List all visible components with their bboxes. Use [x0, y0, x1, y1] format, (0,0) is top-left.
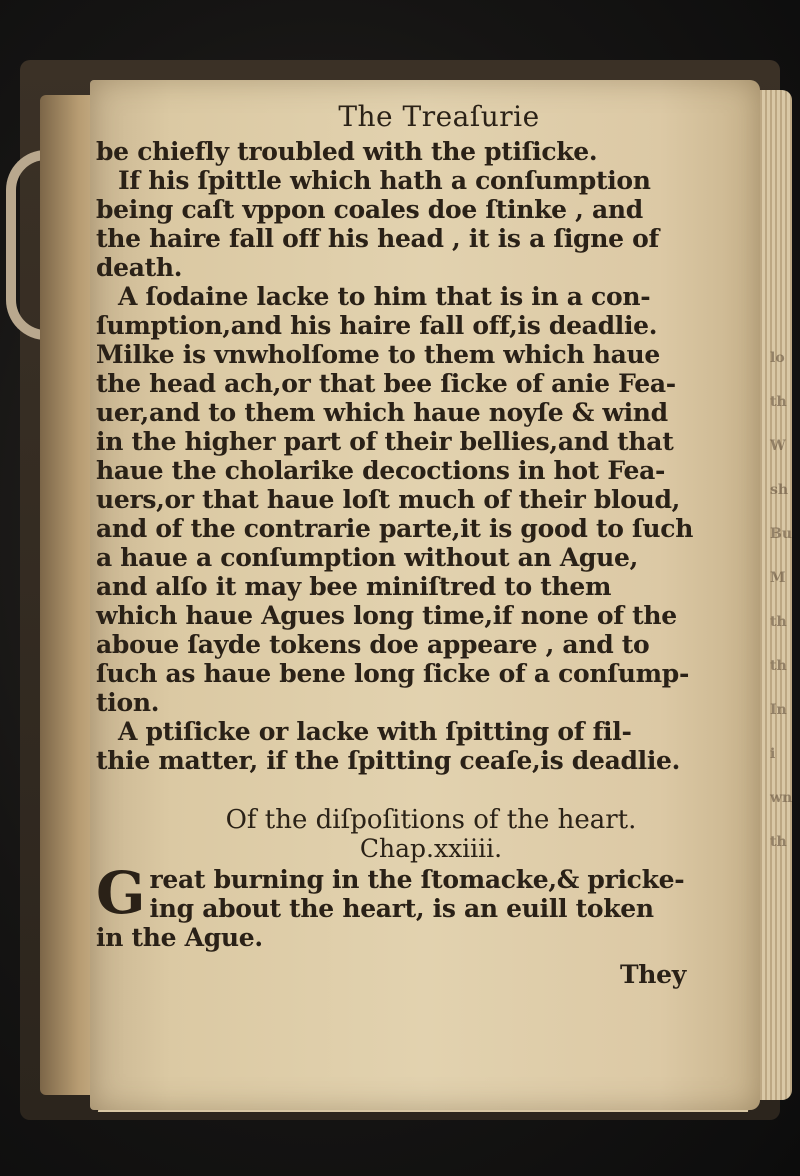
text-line: and of the contrarie parte,it is good to ſuch [96, 514, 694, 543]
text-line: If his ſpittle which hath a conſumption [118, 166, 651, 195]
adjacent-page-fragment: W [770, 438, 786, 454]
text-line: A ſodaine lacke to him that is in a con- [118, 282, 651, 311]
text-line: the haire fall off his head , it is a ſigne of [96, 224, 659, 253]
adjacent-page-fragment: lo [770, 350, 785, 366]
chapter-number: Chap.xxiiii. [359, 834, 503, 863]
text-line: in the Ague. [96, 923, 263, 952]
adjacent-page-fragment: i [770, 746, 776, 762]
adjacent-page-fragment: th [770, 834, 787, 850]
text-line: reat burning in the ſtomacke,& pricke- [149, 865, 685, 894]
text-line: tion. [96, 688, 160, 717]
adjacent-page-fragment: sh [770, 482, 789, 498]
page-content [96, 100, 746, 989]
text-line: Milke is vnwholſome to them which haue [96, 340, 661, 369]
text-line: death. [96, 253, 183, 282]
chapter-title: Of the diſpoſitions of the heart. [225, 805, 637, 835]
text-line: A ptiſicke or lacke with ſpitting of fil- [118, 717, 632, 746]
text-line: ſumption,and his haire fall off,is deadlie. [96, 311, 658, 340]
adjacent-page-fragment: wn [770, 790, 793, 806]
adjacent-page-fragment: M [770, 570, 786, 586]
text-line: a haue a conſumption without an Ague, [96, 543, 638, 572]
text-line: ſuch as haue bene long ſicke of a conſump- [96, 659, 690, 688]
text-line: which haue Agues long time,if none of the [96, 601, 677, 630]
text-line: haue the cholarike decoctions in hot Fea- [96, 456, 666, 485]
drop-capital: G [96, 859, 146, 927]
text-line: uers,or that haue loſt much of their bloud, [96, 485, 681, 514]
adjacent-page-fragment: th [770, 614, 787, 630]
running-head: The Treaſurie [338, 100, 540, 133]
text-line: ing about the heart, is an euill token [149, 894, 654, 923]
text-line: in the higher part of their bellies,and that [96, 427, 674, 456]
adjacent-page-fragment: th [770, 394, 787, 410]
text-line: be chiefly troubled with the ptiſicke. [96, 137, 598, 166]
text-line: uer,and to them which haue noyſe & wind [96, 398, 668, 427]
text-line: the head ach,or that bee ſicke of anie Fea- [96, 369, 676, 398]
body-text [96, 137, 746, 775]
text-line: being caſt vppon coales doe ſtinke , and [96, 195, 643, 224]
adjacent-page-fragment: In [770, 702, 787, 718]
text-line: aboue ſayde tokens doe appeare , and to [96, 630, 650, 659]
text-line: and alſo it may bee miniſtred to them [96, 572, 612, 601]
catchword: They [619, 960, 686, 989]
text-line: thie matter, if the ſpitting ceaſe,is deadlie. [96, 746, 681, 775]
adjacent-page-fragment: Bu [770, 526, 793, 542]
adjacent-page-fragment: th [770, 658, 787, 674]
chapter-body [96, 859, 746, 952]
